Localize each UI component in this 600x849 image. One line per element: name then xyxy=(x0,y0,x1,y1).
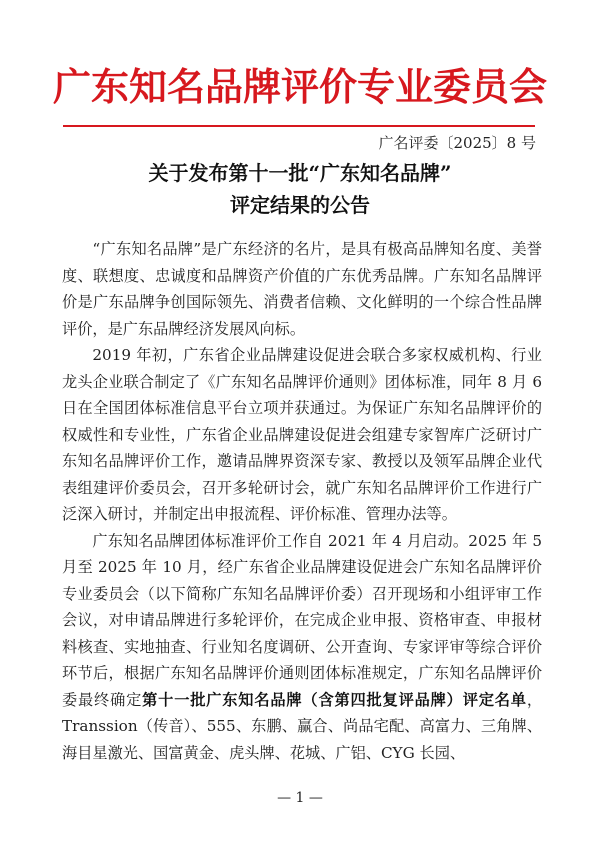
paragraph-3 xyxy=(62,528,542,767)
page-number: — 1 — xyxy=(277,790,323,806)
paragraph-3-bold-list-title: 第十一批广东知名品牌（含第四批复评品牌）评定名单 xyxy=(142,690,527,709)
red-divider-line xyxy=(63,125,535,127)
announcement-title-line-1: 关于发布第十一批“广东知名品牌” xyxy=(148,161,452,185)
announcement-title-line-2: 评定结果的公告 xyxy=(230,193,370,217)
document-number: 广名评委〔2025〕8 号 xyxy=(378,134,536,152)
paragraph-1: “广东知名品牌”是广东经济的名片，是具有极高品牌知名度、美誉度、联想度、忠诚度和品牌资产价值的广东优秀品牌。广东知名品牌评价是广东品牌争创国际领先、消费者信赖、文化鲜明的一个综合性品牌评价，是广东品牌经济发展风向标。 xyxy=(62,240,542,338)
paragraph-3-text-a: 广东知名品牌团体标准评价工作自 2021 年 4 月启动。2025 年 5 月至 2025 年 10 月，经广东省企业品牌建设促进会广东知名品牌评价专业委员会（以下简称广东知名品牌评价委）召开现场和小组评审工作会议，对申请品牌进行多轮评价，在完成企业申报、资格审查、申报材料核查、实地抽查、行业知名度调研、公开查询、专家评审等综合评价环节后，根据广东知名品牌评价通则团体标准规定，广东知名品牌评价委最终确定 xyxy=(62,531,542,709)
paragraph-3-text-b: ，Transsion（传音）、555、东鹏、赢合、尚品宅配、高富力、三角牌、海目星激光、国富黄金、虎头牌、花城、广铝、CYG 长园、 xyxy=(62,690,543,762)
organization-header: 广东知名品牌评价专业委员会 xyxy=(52,65,547,109)
paragraph-2: 2019 年初，广东省企业品牌建设促进会联合多家权威机构、行业龙头企业联合制定了《广东知名品牌评价通则》团体标准，同年 8 月 6 日在全国团体标准信息平台立项并获通过。为保证广东知名品牌评价的权威性和专业性，广东省企业品牌建设促进会组建专家智库广泛研讨广东知名品牌评价工作，邀请品牌界资深专家、教授以及领军品牌企业代表组建评价委员会，召开多轮研讨会，就广东知名品牌评价工作进行广泛深入研讨，并制定出申报流程、评价标准、管理办法等。 xyxy=(62,346,542,523)
announcement-body xyxy=(62,236,542,766)
